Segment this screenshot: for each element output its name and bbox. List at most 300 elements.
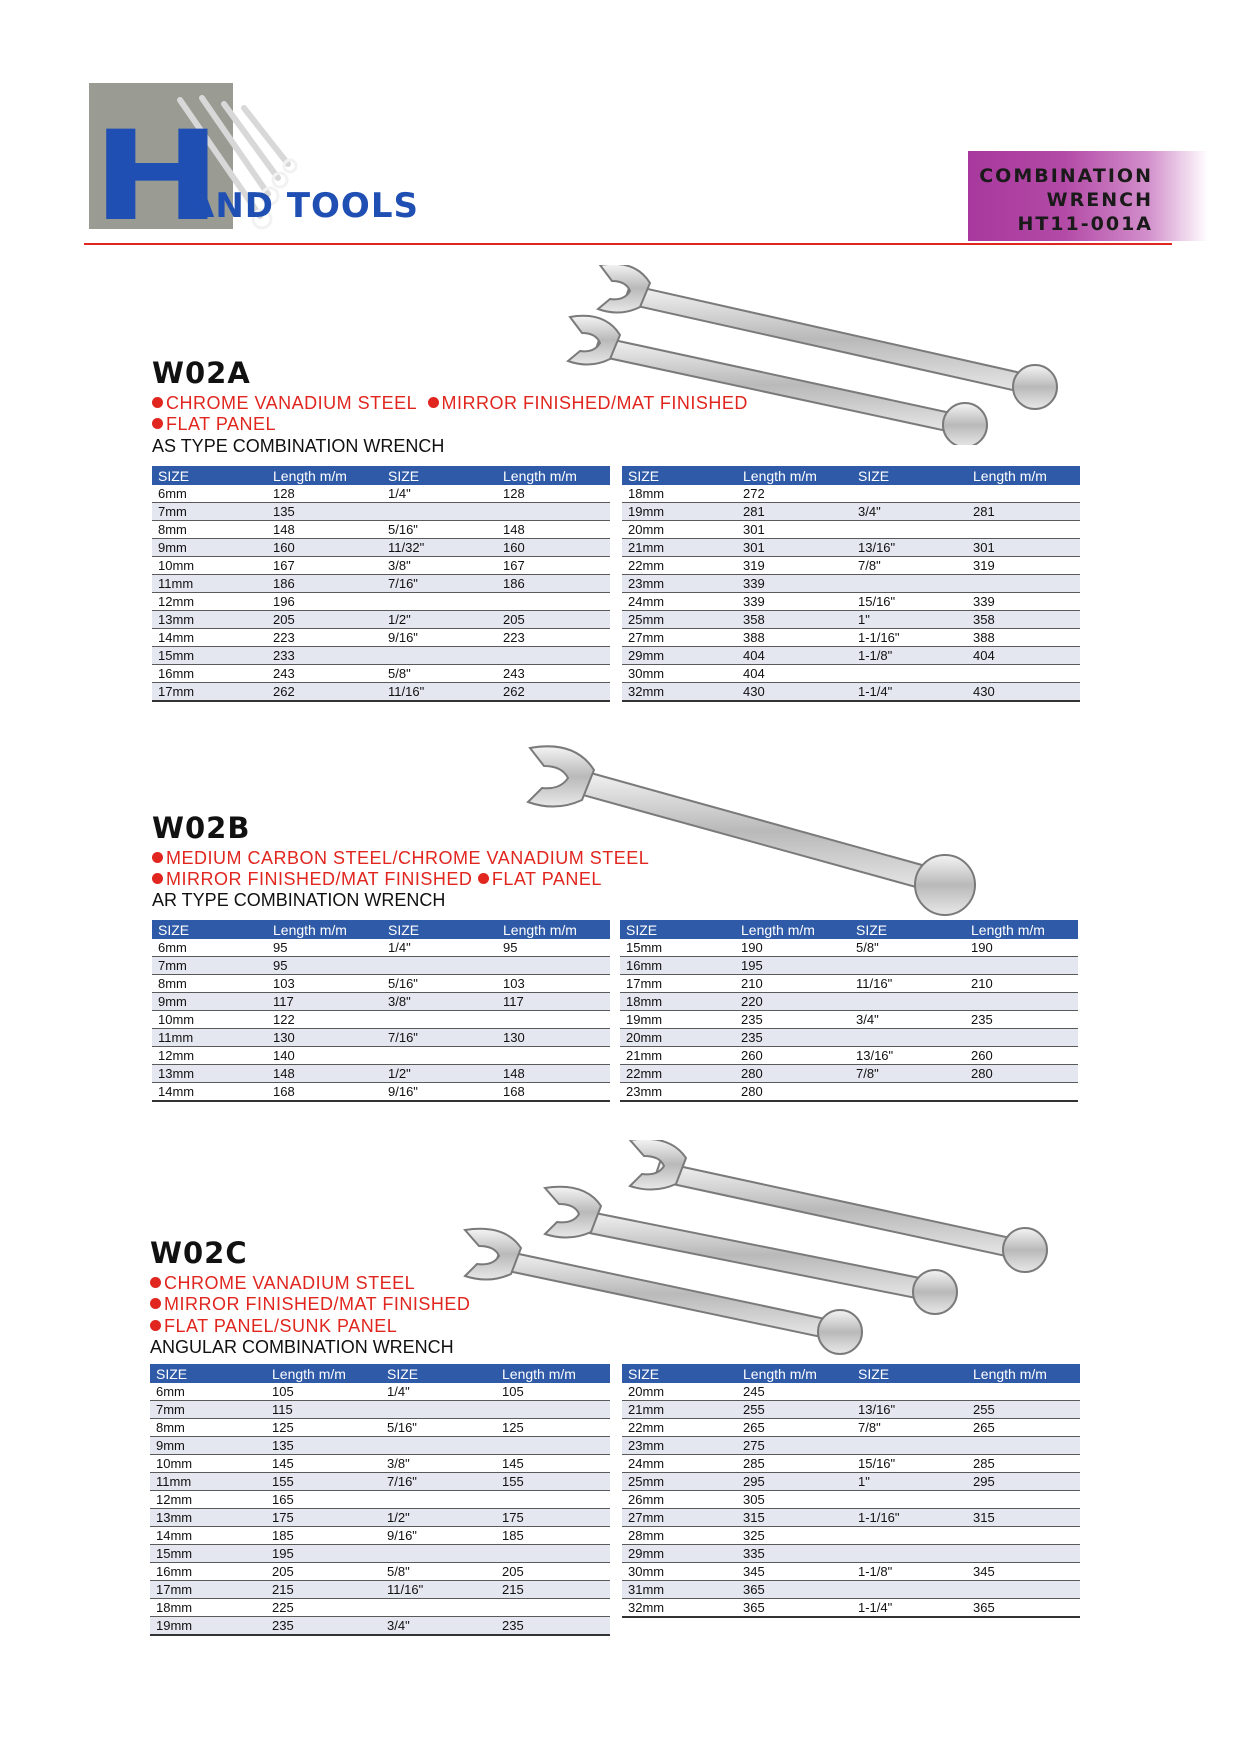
table-row: [620, 1029, 1078, 1047]
size-cell: [852, 521, 967, 539]
length-cell: 215: [496, 1581, 610, 1599]
column-header: SIZE: [620, 920, 735, 939]
badge-text: [968, 164, 1153, 236]
size-cell: 6mm: [152, 939, 267, 957]
size-cell: 1-1/4": [852, 683, 967, 702]
wrench-pair-image-w02a: [560, 265, 1080, 445]
column-header: Length m/m: [497, 920, 610, 939]
size-cell: 20mm: [622, 521, 737, 539]
size-cell: 8mm: [152, 521, 267, 539]
length-cell: 358: [967, 611, 1080, 629]
size-cell: 19mm: [622, 503, 737, 521]
size-cell: [850, 993, 965, 1011]
length-cell: 186: [267, 575, 382, 593]
length-cell: 245: [737, 1383, 852, 1401]
column-header: SIZE: [622, 466, 737, 485]
table-row: [150, 1509, 610, 1527]
length-cell: 275: [737, 1437, 852, 1455]
length-cell: 186: [497, 575, 610, 593]
table-row: [150, 1473, 610, 1491]
length-cell: 128: [497, 485, 610, 503]
length-cell: 130: [497, 1029, 610, 1047]
length-cell: 115: [266, 1401, 381, 1419]
feature-line: [150, 1316, 397, 1337]
length-cell: 301: [737, 539, 852, 557]
length-cell: [496, 1491, 610, 1509]
table-row: [622, 1401, 1080, 1419]
size-cell: [852, 485, 967, 503]
length-cell: 190: [965, 939, 1078, 957]
table-row: [622, 1545, 1080, 1563]
feature-text: CHROME VANADIUM STEEL: [164, 1273, 416, 1293]
length-cell: [497, 1047, 610, 1065]
size-cell: 1-1/16": [852, 1509, 967, 1527]
spec-table-w02c-right: [622, 1364, 1080, 1618]
table-row: [622, 1491, 1080, 1509]
length-cell: 190: [735, 939, 850, 957]
spec-table-w02c-left: [150, 1364, 610, 1636]
size-cell: 3/4": [381, 1617, 496, 1636]
size-cell: 1": [852, 611, 967, 629]
size-cell: [381, 1401, 496, 1419]
length-cell: [967, 1491, 1080, 1509]
table-row: [620, 1065, 1078, 1083]
length-cell: 280: [965, 1065, 1078, 1083]
spec-table-w02a-left: [152, 466, 610, 702]
model-title-w02a: W02A: [152, 356, 251, 390]
column-header: SIZE: [152, 466, 267, 485]
wrench-type-label: ANGULAR COMBINATION WRENCH: [150, 1337, 454, 1357]
length-cell: [967, 1545, 1080, 1563]
size-cell: 21mm: [620, 1047, 735, 1065]
size-cell: 1/2": [382, 1065, 497, 1083]
size-cell: 10mm: [152, 557, 267, 575]
length-cell: 160: [497, 539, 610, 557]
size-cell: 7/8": [850, 1065, 965, 1083]
length-cell: 285: [737, 1455, 852, 1473]
bullet-icon: [150, 1298, 161, 1309]
length-cell: 295: [967, 1473, 1080, 1491]
table-row: [152, 683, 610, 702]
size-cell: [852, 575, 967, 593]
column-header: Length m/m: [266, 1364, 381, 1383]
size-cell: 15/16": [852, 1455, 967, 1473]
badge-line-3: HT11-001A: [1017, 213, 1153, 235]
size-cell: 3/8": [382, 557, 497, 575]
bullet-icon: [152, 873, 163, 884]
table-row: [622, 665, 1080, 683]
length-cell: 365: [967, 1599, 1080, 1618]
size-cell: 17mm: [620, 975, 735, 993]
size-cell: 11/16": [381, 1581, 496, 1599]
feature-text: MIRROR FINISHED/MAT FINISHED: [441, 393, 748, 413]
length-cell: 148: [267, 1065, 382, 1083]
length-cell: 319: [967, 557, 1080, 575]
size-cell: [852, 1545, 967, 1563]
size-cell: 12mm: [152, 593, 267, 611]
length-cell: 345: [737, 1563, 852, 1581]
table-row: [152, 975, 610, 993]
length-cell: 235: [266, 1617, 381, 1636]
size-cell: 9mm: [152, 993, 267, 1011]
length-cell: 235: [735, 1011, 850, 1029]
length-cell: 243: [267, 665, 382, 683]
length-cell: 145: [266, 1455, 381, 1473]
table-row: [150, 1419, 610, 1437]
length-cell: 148: [267, 521, 382, 539]
length-cell: 388: [737, 629, 852, 647]
feature-text: FLAT PANEL: [491, 869, 602, 889]
length-cell: [496, 1401, 610, 1419]
spec-table-w02a-right: [622, 466, 1080, 702]
table-row: [622, 539, 1080, 557]
length-cell: 185: [496, 1527, 610, 1545]
size-cell: 10mm: [150, 1455, 266, 1473]
table-row: [152, 611, 610, 629]
table-header-row: [152, 920, 610, 939]
size-cell: 16mm: [150, 1563, 266, 1581]
size-cell: 20mm: [620, 1029, 735, 1047]
table-row: [620, 957, 1078, 975]
length-cell: 358: [737, 611, 852, 629]
size-cell: 5/16": [381, 1419, 496, 1437]
length-cell: 148: [497, 521, 610, 539]
table-row: [152, 993, 610, 1011]
table-row: [152, 939, 610, 957]
length-cell: 167: [497, 557, 610, 575]
table-row: [152, 557, 610, 575]
size-cell: 17mm: [152, 683, 267, 702]
header-divider: [84, 243, 1172, 245]
table-row: [622, 593, 1080, 611]
length-cell: 103: [267, 975, 382, 993]
size-cell: 1-1/4": [852, 1599, 967, 1618]
size-cell: 7/16": [381, 1473, 496, 1491]
table-row: [152, 521, 610, 539]
feature-text: MIRROR FINISHED/MAT FINISHED: [166, 869, 473, 889]
feature-text: MEDIUM CARBON STEEL/CHROME VANADIUM STEEL: [166, 848, 650, 868]
length-cell: 117: [497, 993, 610, 1011]
size-cell: 3/4": [850, 1011, 965, 1029]
bullet-icon: [152, 397, 163, 408]
table-row: [152, 1065, 610, 1083]
size-cell: 7/8": [852, 557, 967, 575]
column-header: SIZE: [382, 920, 497, 939]
length-cell: 365: [737, 1581, 852, 1599]
badge-line-2: WRENCH: [1046, 189, 1153, 211]
length-cell: 339: [737, 593, 852, 611]
length-cell: [967, 1383, 1080, 1401]
size-cell: 11/16": [382, 683, 497, 702]
column-header: Length m/m: [965, 920, 1078, 939]
table-row: [622, 485, 1080, 503]
size-cell: 22mm: [620, 1065, 735, 1083]
size-cell: 8mm: [152, 975, 267, 993]
size-cell: 14mm: [152, 1083, 267, 1102]
table-row: [620, 1011, 1078, 1029]
size-cell: 9mm: [152, 539, 267, 557]
size-cell: 23mm: [622, 1437, 737, 1455]
column-header: Length m/m: [967, 466, 1080, 485]
model-title-w02c: W02C: [150, 1236, 248, 1270]
length-cell: 233: [267, 647, 382, 665]
table-header-row: [620, 920, 1078, 939]
size-cell: 9/16": [382, 1083, 497, 1102]
length-cell: 235: [965, 1011, 1078, 1029]
length-cell: [967, 575, 1080, 593]
length-cell: 140: [267, 1047, 382, 1065]
length-cell: 315: [737, 1509, 852, 1527]
column-header: SIZE: [152, 920, 267, 939]
length-cell: 95: [267, 957, 382, 975]
length-cell: 195: [266, 1545, 381, 1563]
length-cell: [496, 1545, 610, 1563]
size-cell: 13mm: [152, 611, 267, 629]
table-row: [150, 1437, 610, 1455]
length-cell: 235: [496, 1617, 610, 1636]
length-cell: 430: [737, 683, 852, 702]
feature-text: CHROME VANADIUM STEEL: [166, 393, 417, 413]
length-cell: 388: [967, 629, 1080, 647]
length-cell: 325: [737, 1527, 852, 1545]
size-cell: 15mm: [152, 647, 267, 665]
logo-text: AND TOOLS: [188, 186, 419, 226]
column-header: Length m/m: [967, 1364, 1080, 1383]
table-row: [620, 1047, 1078, 1065]
bullet-icon: [150, 1320, 161, 1331]
size-cell: 24mm: [622, 593, 737, 611]
length-cell: 167: [267, 557, 382, 575]
feature-line: [150, 1294, 470, 1315]
table-row: [622, 629, 1080, 647]
bullet-icon: [478, 873, 489, 884]
length-cell: 223: [267, 629, 382, 647]
size-cell: [381, 1599, 496, 1617]
length-cell: 255: [737, 1401, 852, 1419]
length-cell: 205: [497, 611, 610, 629]
table-row: [152, 665, 610, 683]
size-cell: 8mm: [150, 1419, 266, 1437]
table-row: [622, 1437, 1080, 1455]
feature-text: FLAT PANEL: [166, 414, 277, 434]
length-cell: 215: [266, 1581, 381, 1599]
length-cell: 103: [497, 975, 610, 993]
size-cell: 11mm: [150, 1473, 266, 1491]
bullet-icon: [152, 418, 163, 429]
length-cell: 175: [496, 1509, 610, 1527]
size-cell: 29mm: [622, 647, 737, 665]
length-cell: 122: [267, 1011, 382, 1029]
table-row: [152, 957, 610, 975]
size-cell: 1/2": [382, 611, 497, 629]
length-cell: 220: [735, 993, 850, 1011]
bullet-icon: [152, 852, 163, 863]
size-cell: 30mm: [622, 1563, 737, 1581]
size-cell: 14mm: [152, 629, 267, 647]
size-cell: 1/2": [381, 1509, 496, 1527]
column-header: SIZE: [622, 1364, 737, 1383]
wrench-type-label: AS TYPE COMBINATION WRENCH: [152, 436, 445, 456]
size-cell: 25mm: [622, 611, 737, 629]
table-row: [622, 1581, 1080, 1599]
table-row: [152, 485, 610, 503]
column-header: Length m/m: [737, 1364, 852, 1383]
length-cell: 145: [496, 1455, 610, 1473]
length-cell: 95: [267, 939, 382, 957]
length-cell: [967, 1581, 1080, 1599]
size-cell: 6mm: [150, 1383, 266, 1401]
size-cell: 30mm: [622, 665, 737, 683]
column-header: SIZE: [852, 1364, 967, 1383]
wrench-image-w02b: [510, 740, 990, 920]
logo-letter: H: [92, 105, 217, 249]
length-cell: 404: [737, 665, 852, 683]
size-cell: 7/16": [382, 1029, 497, 1047]
size-cell: [852, 1491, 967, 1509]
length-cell: 205: [496, 1563, 610, 1581]
size-cell: [382, 957, 497, 975]
length-cell: 262: [497, 683, 610, 702]
size-cell: 15mm: [620, 939, 735, 957]
length-cell: 260: [735, 1047, 850, 1065]
size-cell: [381, 1545, 496, 1563]
length-cell: 243: [497, 665, 610, 683]
size-cell: [852, 1437, 967, 1455]
length-cell: 281: [737, 503, 852, 521]
badge-line-1: COMBINATION: [979, 165, 1153, 187]
length-cell: 205: [266, 1563, 381, 1581]
size-cell: [382, 647, 497, 665]
length-cell: [965, 993, 1078, 1011]
length-cell: 148: [497, 1065, 610, 1083]
size-cell: [852, 1383, 967, 1401]
spec-table-w02b-left: [152, 920, 610, 1102]
size-cell: 11/16": [850, 975, 965, 993]
length-cell: 265: [967, 1419, 1080, 1437]
size-cell: 25mm: [622, 1473, 737, 1491]
wrench-type-label: AR TYPE COMBINATION WRENCH: [152, 890, 446, 910]
size-cell: 1-1/8": [852, 1563, 967, 1581]
length-cell: [967, 521, 1080, 539]
length-cell: 280: [735, 1065, 850, 1083]
model-title-w02b: W02B: [152, 811, 251, 845]
bullet-icon: [428, 397, 439, 408]
table-row: [622, 1563, 1080, 1581]
length-cell: 404: [737, 647, 852, 665]
table-header-row: [152, 466, 610, 485]
size-cell: 3/4": [852, 503, 967, 521]
table-row: [622, 647, 1080, 665]
size-cell: 1/4": [382, 939, 497, 957]
length-cell: 255: [967, 1401, 1080, 1419]
size-cell: [382, 1047, 497, 1065]
table-row: [622, 521, 1080, 539]
size-cell: 12mm: [150, 1491, 266, 1509]
size-cell: 9/16": [382, 629, 497, 647]
size-cell: 1/4": [382, 485, 497, 503]
table-row: [152, 575, 610, 593]
size-cell: [852, 665, 967, 683]
size-cell: 21mm: [622, 539, 737, 557]
column-header: SIZE: [381, 1364, 496, 1383]
size-cell: 11/32": [382, 539, 497, 557]
size-cell: 18mm: [150, 1599, 266, 1617]
size-cell: 7mm: [152, 957, 267, 975]
table-row: [620, 939, 1078, 957]
length-cell: 365: [737, 1599, 852, 1618]
size-cell: 32mm: [622, 1599, 737, 1618]
size-cell: 13/16": [852, 1401, 967, 1419]
length-cell: 285: [967, 1455, 1080, 1473]
length-cell: 196: [267, 593, 382, 611]
table-header-row: [150, 1364, 610, 1383]
table-row: [622, 557, 1080, 575]
length-cell: 117: [267, 993, 382, 1011]
length-cell: 168: [267, 1083, 382, 1102]
size-cell: 27mm: [622, 629, 737, 647]
length-cell: 345: [967, 1563, 1080, 1581]
table-row: [622, 683, 1080, 702]
length-cell: 210: [735, 975, 850, 993]
size-cell: 7mm: [152, 503, 267, 521]
size-cell: 7mm: [150, 1401, 266, 1419]
size-cell: 31mm: [622, 1581, 737, 1599]
size-cell: 13/16": [850, 1047, 965, 1065]
bullet-icon: [150, 1277, 161, 1288]
length-cell: [967, 665, 1080, 683]
length-cell: 205: [267, 611, 382, 629]
length-cell: 301: [967, 539, 1080, 557]
size-cell: 1/4": [381, 1383, 496, 1401]
size-cell: 5/8": [850, 939, 965, 957]
size-cell: [852, 1581, 967, 1599]
size-cell: [850, 1083, 965, 1102]
size-cell: 27mm: [622, 1509, 737, 1527]
length-cell: [497, 957, 610, 975]
table-row: [620, 975, 1078, 993]
table-row: [150, 1563, 610, 1581]
size-cell: 24mm: [622, 1455, 737, 1473]
length-cell: 185: [266, 1527, 381, 1545]
size-cell: [850, 957, 965, 975]
size-cell: 15/16": [852, 593, 967, 611]
length-cell: 165: [266, 1491, 381, 1509]
table-row: [622, 1473, 1080, 1491]
length-cell: [497, 1011, 610, 1029]
size-cell: 13mm: [150, 1509, 266, 1527]
table-row: [152, 647, 610, 665]
size-cell: 10mm: [152, 1011, 267, 1029]
size-cell: 19mm: [620, 1011, 735, 1029]
column-header: SIZE: [852, 466, 967, 485]
length-cell: 404: [967, 647, 1080, 665]
size-cell: [382, 503, 497, 521]
length-cell: 210: [965, 975, 1078, 993]
table-row: [152, 503, 610, 521]
size-cell: 16mm: [152, 665, 267, 683]
length-cell: [497, 593, 610, 611]
size-cell: 12mm: [152, 1047, 267, 1065]
table-row: [622, 1509, 1080, 1527]
size-cell: 5/8": [382, 665, 497, 683]
table-row: [622, 1455, 1080, 1473]
size-cell: 32mm: [622, 683, 737, 702]
column-header: SIZE: [150, 1364, 266, 1383]
size-cell: 13mm: [152, 1065, 267, 1083]
column-header: Length m/m: [735, 920, 850, 939]
table-row: [622, 1599, 1080, 1618]
table-row: [622, 1527, 1080, 1545]
